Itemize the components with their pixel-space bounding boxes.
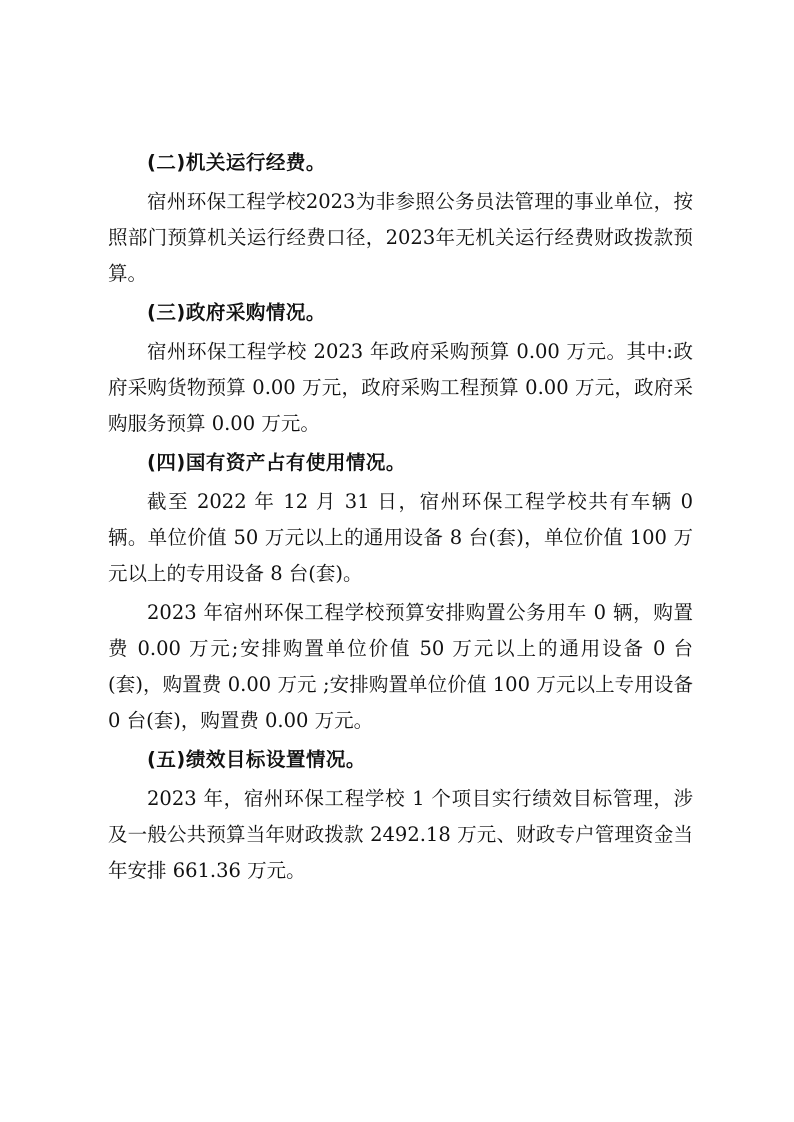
section-paragraph: 宿州环保工程学校2023为非参照公务员法管理的事业单位，按照部门预算机关运行经费口径，2023年无机关运行经费财政拨款预算。 xyxy=(108,190,693,285)
section-operating-expenses xyxy=(108,145,693,292)
section-performance-targets xyxy=(108,742,693,889)
section-paragraph: 截至 2022 年 12 月 31 日，宿州环保工程学校共有车辆 0 辆。单位价值 50 万元以上的通用设备 8 台(套)，单位价值 100 万元以上的专用设备 8 台(套)。 xyxy=(108,490,693,585)
section-paragraph: 宿州环保工程学校 2023 年政府采购预算 0.00 万元。其中:政府采购货物预算 0.00 万元，政府采购工程预算 0.00 万元，政府采购服务预算 0.00 万元。 xyxy=(108,340,693,435)
section-heading: (四)国有资产占有使用情况。 xyxy=(147,451,406,474)
section-paragraph: 2023 年，宿州环保工程学校 1 个项目实行绩效目标管理，涉及一般公共预算当年财政拨款 2492.18 万元、财政专户管理资金当年安排 661.36 万元。 xyxy=(108,787,693,882)
section-heading: (三)政府采购情况。 xyxy=(147,301,326,324)
section-paragraph: 2023 年宿州环保工程学校预算安排购置公务用车 0 辆，购置费 0.00 万元;安排购置单位价值 50 万元以上的通用设备 0 台(套)，购置费 0.00 万元 ;安排购置单位价值 100 万元以上专用设备 0 台(套)，购置费 0.00 万元。 xyxy=(108,601,693,732)
document-page xyxy=(108,145,693,892)
section-government-procurement xyxy=(108,295,693,442)
section-heading: (五)绩效目标设置情况。 xyxy=(147,748,366,771)
section-state-assets xyxy=(108,445,693,739)
section-heading: (二)机关运行经费。 xyxy=(147,151,326,174)
